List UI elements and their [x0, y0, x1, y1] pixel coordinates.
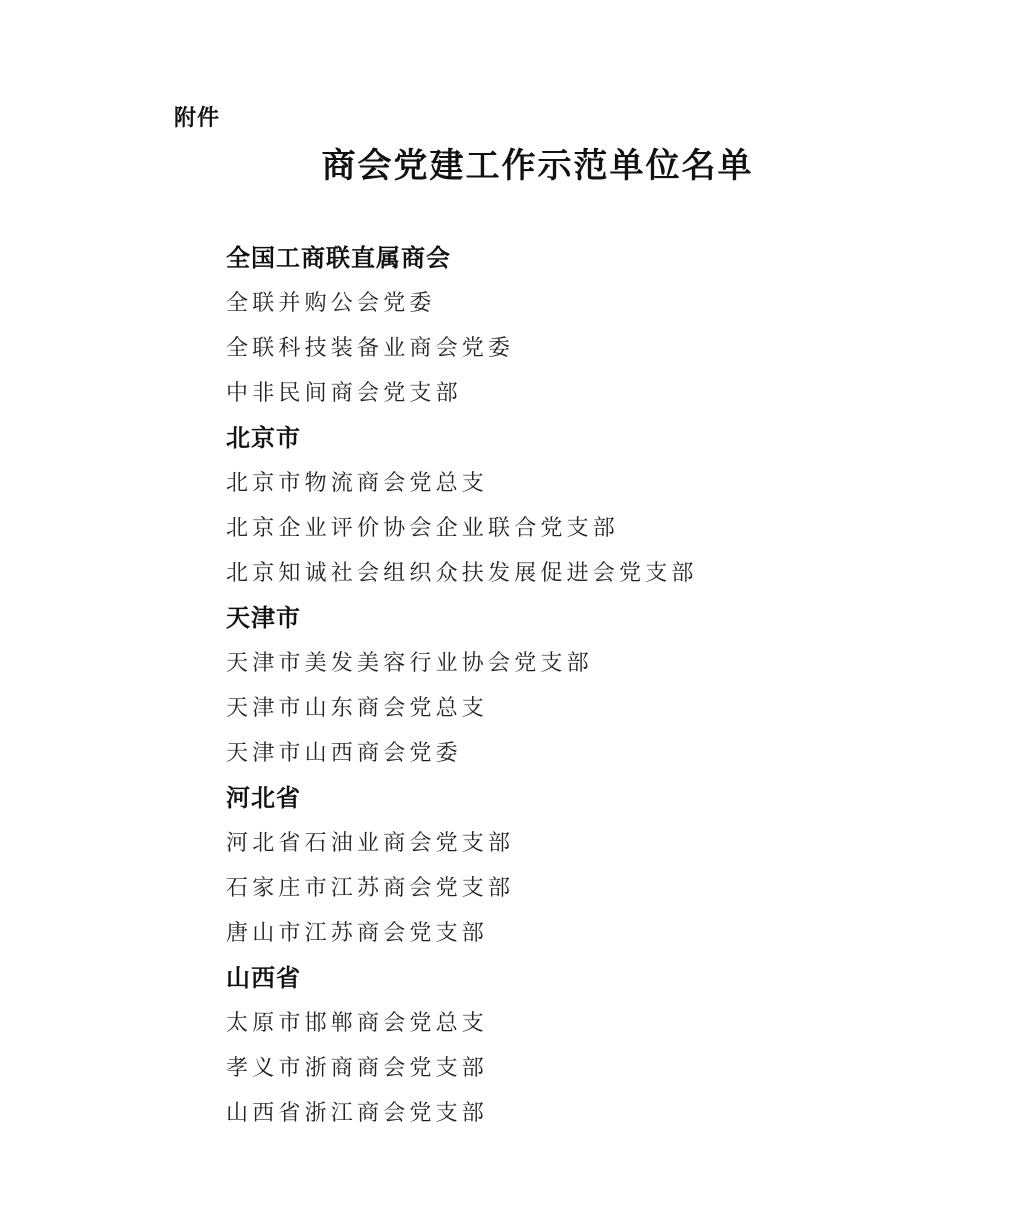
group-heading: 全国工商联直属商会 — [226, 244, 451, 272]
unit-item: 北京企业评价协会企业联合党支部 — [226, 516, 620, 541]
group-heading: 河北省 — [226, 784, 301, 812]
group-heading: 北京市 — [226, 424, 301, 452]
unit-item: 孝义市浙商商会党支部 — [226, 1056, 489, 1081]
unit-item: 山西省浙江商会党支部 — [226, 1101, 489, 1126]
group-heading: 山西省 — [226, 964, 301, 992]
unit-item: 全联科技装备业商会党委 — [226, 336, 515, 361]
unit-item: 河北省石油业商会党支部 — [226, 831, 515, 856]
document-title: 商会党建工作示范单位名单 — [321, 146, 754, 186]
unit-item: 石家庄市江苏商会党支部 — [226, 876, 515, 901]
unit-item: 中非民间商会党支部 — [226, 381, 462, 406]
unit-item: 全联并购公会党委 — [226, 291, 436, 316]
unit-item: 天津市山西商会党委 — [226, 741, 462, 766]
unit-item: 北京市物流商会党总支 — [226, 471, 489, 496]
unit-item: 唐山市江苏商会党支部 — [226, 921, 489, 946]
unit-item: 天津市山东商会党总支 — [226, 696, 489, 721]
unit-list — [226, 236, 926, 1136]
unit-item: 太原市邯郸商会党总支 — [226, 1011, 489, 1036]
attachment-label: 附件 — [174, 106, 221, 131]
unit-item: 天津市美发美容行业协会党支部 — [226, 651, 593, 676]
group-heading: 天津市 — [226, 604, 301, 632]
unit-item: 北京知诚社会组织众扶发展促进会党支部 — [226, 561, 698, 586]
